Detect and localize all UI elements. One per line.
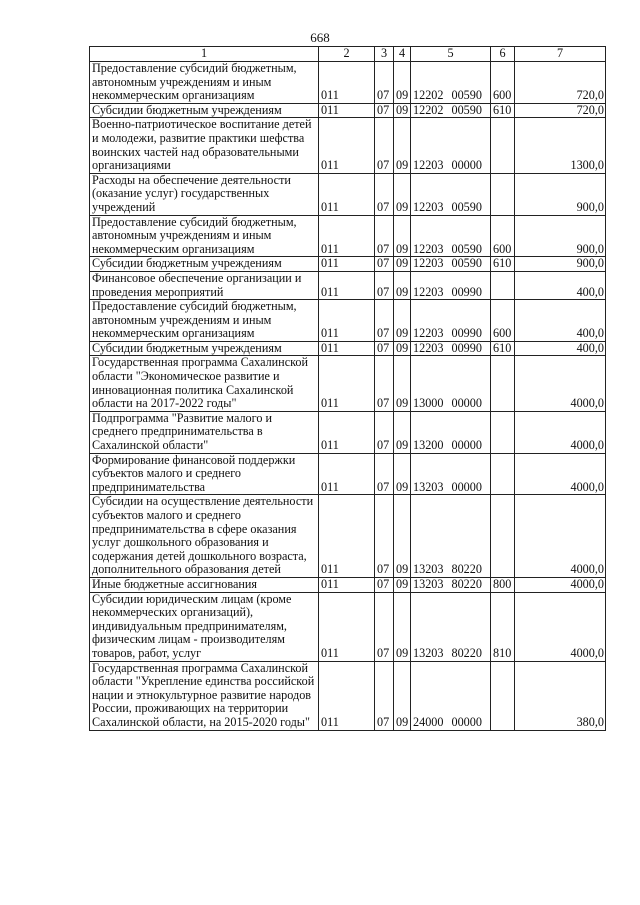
row-amount: 720,0 bbox=[515, 62, 606, 104]
row-amount: 900,0 bbox=[515, 173, 606, 215]
table-row bbox=[90, 577, 606, 592]
row-amount: 400,0 bbox=[515, 341, 606, 356]
target-article-direction: 80220 bbox=[451, 645, 482, 660]
row-target-article bbox=[411, 271, 491, 299]
row-target-article bbox=[411, 118, 491, 173]
row-subsection-code: 09 bbox=[394, 300, 411, 342]
table-row bbox=[90, 356, 606, 411]
target-article-program: 12203 bbox=[413, 284, 444, 299]
row-subsection-code: 09 bbox=[394, 577, 411, 592]
row-section-code: 07 bbox=[375, 495, 394, 578]
row-target-article bbox=[411, 103, 491, 118]
target-article-program: 12202 bbox=[413, 88, 444, 103]
row-amount: 900,0 bbox=[515, 257, 606, 272]
row-expense-type bbox=[491, 271, 515, 299]
row-section-code: 07 bbox=[375, 215, 394, 257]
target-article-program: 12203 bbox=[413, 199, 444, 214]
row-amount: 900,0 bbox=[515, 215, 606, 257]
row-section-code: 07 bbox=[375, 661, 394, 730]
row-amount: 4000,0 bbox=[515, 411, 606, 453]
table-row bbox=[90, 341, 606, 356]
table-row bbox=[90, 271, 606, 299]
row-section-code: 07 bbox=[375, 453, 394, 495]
row-subsection-code: 09 bbox=[394, 661, 411, 730]
target-article-program: 13203 bbox=[413, 562, 444, 577]
row-subsection-code: 09 bbox=[394, 592, 411, 661]
table-row bbox=[90, 411, 606, 453]
row-section-code: 07 bbox=[375, 356, 394, 411]
row-target-article bbox=[411, 173, 491, 215]
target-article-direction: 00590 bbox=[451, 88, 482, 103]
target-article-program: 12203 bbox=[413, 341, 444, 355]
row-amount: 4000,0 bbox=[515, 495, 606, 578]
row-amount: 380,0 bbox=[515, 661, 606, 730]
row-ministry-code: 011 bbox=[319, 118, 375, 173]
row-section-code: 07 bbox=[375, 411, 394, 453]
target-article-direction: 00590 bbox=[451, 241, 482, 256]
target-article-direction: 00990 bbox=[451, 284, 482, 299]
row-section-code: 07 bbox=[375, 592, 394, 661]
target-article-program: 13203 bbox=[413, 645, 444, 660]
row-description: Субсидии на осуществление деятельности субъектов малого и среднего предпринимательства в сфере оказания услуг дошкольного образования и содержания детей дошкольного возраста, дополнительного образования детей bbox=[90, 495, 319, 578]
row-subsection-code: 09 bbox=[394, 118, 411, 173]
row-description: Расходы на обеспечение деятельности (оказание услуг) государственных учреждений bbox=[90, 173, 319, 215]
row-description: Государственная программа Сахалинской области "Укрепление единства российской нации и этнокультурное развитие народов России, проживающих на территории Сахалинской области, на 2015-2020 годы" bbox=[90, 661, 319, 730]
table-row bbox=[90, 118, 606, 173]
row-ministry-code: 011 bbox=[319, 62, 375, 104]
row-expense-type bbox=[491, 411, 515, 453]
header-row bbox=[90, 47, 606, 62]
row-amount: 4000,0 bbox=[515, 453, 606, 495]
row-description: Финансовое обеспечение организации и проведения мероприятий bbox=[90, 271, 319, 299]
table-row bbox=[90, 215, 606, 257]
row-amount: 400,0 bbox=[515, 271, 606, 299]
target-article-direction: 00000 bbox=[451, 714, 482, 729]
row-target-article bbox=[411, 577, 491, 592]
row-ministry-code: 011 bbox=[319, 577, 375, 592]
row-ministry-code: 011 bbox=[319, 257, 375, 272]
row-target-article bbox=[411, 661, 491, 730]
target-article-program: 24000 bbox=[413, 714, 444, 729]
header-cell: 5 bbox=[411, 47, 491, 62]
row-ministry-code: 011 bbox=[319, 215, 375, 257]
row-subsection-code: 09 bbox=[394, 271, 411, 299]
row-ministry-code: 011 bbox=[319, 271, 375, 299]
row-expense-type: 600 bbox=[491, 300, 515, 342]
row-target-article bbox=[411, 341, 491, 356]
row-section-code: 07 bbox=[375, 103, 394, 118]
row-section-code: 07 bbox=[375, 257, 394, 272]
row-ministry-code: 011 bbox=[319, 173, 375, 215]
target-article-program: 12203 bbox=[413, 326, 444, 341]
page-number: 668 bbox=[310, 30, 330, 45]
row-description: Иные бюджетные ассигнования bbox=[90, 577, 319, 592]
header-cell: 3 bbox=[375, 47, 394, 62]
row-expense-type bbox=[491, 118, 515, 173]
row-ministry-code: 011 bbox=[319, 495, 375, 578]
row-expense-type: 610 bbox=[491, 257, 515, 272]
row-subsection-code: 09 bbox=[394, 453, 411, 495]
target-article-program: 13203 bbox=[413, 479, 444, 494]
row-expense-type bbox=[491, 173, 515, 215]
row-amount: 4000,0 bbox=[515, 356, 606, 411]
budget-table bbox=[89, 46, 606, 731]
target-article-direction: 80220 bbox=[451, 577, 482, 591]
row-expense-type bbox=[491, 495, 515, 578]
row-section-code: 07 bbox=[375, 271, 394, 299]
table-row bbox=[90, 300, 606, 342]
row-subsection-code: 09 bbox=[394, 341, 411, 356]
target-article-direction: 00000 bbox=[451, 396, 482, 411]
row-amount: 4000,0 bbox=[515, 592, 606, 661]
row-section-code: 07 bbox=[375, 62, 394, 104]
row-subsection-code: 09 bbox=[394, 103, 411, 118]
row-expense-type: 810 bbox=[491, 592, 515, 661]
row-section-code: 07 bbox=[375, 577, 394, 592]
row-ministry-code: 011 bbox=[319, 661, 375, 730]
table-row bbox=[90, 592, 606, 661]
row-ministry-code: 011 bbox=[319, 300, 375, 342]
row-description: Предоставление субсидий бюджетным, автономным учреждениям и иным некоммерческим организациям bbox=[90, 215, 319, 257]
table-row bbox=[90, 103, 606, 118]
row-section-code: 07 bbox=[375, 300, 394, 342]
row-ministry-code: 011 bbox=[319, 356, 375, 411]
target-article-direction: 00590 bbox=[451, 256, 482, 271]
row-ministry-code: 011 bbox=[319, 453, 375, 495]
row-subsection-code: 09 bbox=[394, 215, 411, 257]
row-expense-type bbox=[491, 661, 515, 730]
table-row bbox=[90, 661, 606, 730]
row-description: Военно-патриотическое воспитание детей и молодежи, развитие практики шефства воинских частей над образовательными организациями bbox=[90, 118, 319, 173]
row-subsection-code: 09 bbox=[394, 173, 411, 215]
target-article-direction: 00990 bbox=[451, 341, 482, 355]
row-amount: 1300,0 bbox=[515, 118, 606, 173]
row-description: Предоставление субсидий бюджетным, автономным учреждениям и иным некоммерческим организациям bbox=[90, 300, 319, 342]
row-target-article bbox=[411, 62, 491, 104]
row-amount: 720,0 bbox=[515, 103, 606, 118]
row-ministry-code: 011 bbox=[319, 103, 375, 118]
row-section-code: 07 bbox=[375, 173, 394, 215]
table-row bbox=[90, 495, 606, 578]
row-description: Формирование финансовой поддержки субъектов малого и среднего предпринимательства bbox=[90, 453, 319, 495]
row-description: Субсидии юридическим лицам (кроме некоммерческих организаций), индивидуальным предпринимателям, физическим лицам - производителям товаров, работ, услуг bbox=[90, 592, 319, 661]
row-target-article bbox=[411, 411, 491, 453]
target-article-direction: 00000 bbox=[451, 438, 482, 453]
row-target-article bbox=[411, 592, 491, 661]
header-cell: 1 bbox=[90, 47, 319, 62]
table-row bbox=[90, 453, 606, 495]
row-ministry-code: 011 bbox=[319, 341, 375, 356]
target-article-direction: 00590 bbox=[451, 103, 482, 117]
table-row bbox=[90, 257, 606, 272]
row-expense-type bbox=[491, 453, 515, 495]
row-section-code: 07 bbox=[375, 341, 394, 356]
target-article-program: 13200 bbox=[413, 438, 444, 453]
row-target-article bbox=[411, 453, 491, 495]
row-target-article bbox=[411, 356, 491, 411]
row-target-article bbox=[411, 300, 491, 342]
row-target-article bbox=[411, 257, 491, 272]
target-article-direction: 00990 bbox=[451, 326, 482, 341]
target-article-direction: 00590 bbox=[451, 199, 482, 214]
row-target-article bbox=[411, 215, 491, 257]
row-expense-type bbox=[491, 356, 515, 411]
row-description: Подпрограмма "Развитие малого и среднего предпринимательства в Сахалинской области" bbox=[90, 411, 319, 453]
row-subsection-code: 09 bbox=[394, 495, 411, 578]
row-target-article bbox=[411, 495, 491, 578]
row-description: Субсидии бюджетным учреждениям bbox=[90, 103, 319, 118]
row-amount: 400,0 bbox=[515, 300, 606, 342]
row-subsection-code: 09 bbox=[394, 62, 411, 104]
target-article-program: 13000 bbox=[413, 396, 444, 411]
row-ministry-code: 011 bbox=[319, 411, 375, 453]
target-article-direction: 00000 bbox=[451, 158, 482, 173]
header-cell: 6 bbox=[491, 47, 515, 62]
row-expense-type: 600 bbox=[491, 215, 515, 257]
table-row bbox=[90, 173, 606, 215]
row-subsection-code: 09 bbox=[394, 356, 411, 411]
row-subsection-code: 09 bbox=[394, 257, 411, 272]
row-description: Государственная программа Сахалинской области "Экономическое развитие и инновационная политика Сахалинской области на 2017-2022 годы" bbox=[90, 356, 319, 411]
row-description: Субсидии бюджетным учреждениям bbox=[90, 341, 319, 356]
row-amount: 4000,0 bbox=[515, 577, 606, 592]
table-row bbox=[90, 62, 606, 104]
row-description: Предоставление субсидий бюджетным, автономным учреждениям и иным некоммерческим организациям bbox=[90, 62, 319, 104]
target-article-program: 12203 bbox=[413, 158, 444, 173]
row-ministry-code: 011 bbox=[319, 592, 375, 661]
target-article-program: 12202 bbox=[413, 103, 444, 117]
row-subsection-code: 09 bbox=[394, 411, 411, 453]
target-article-program: 12203 bbox=[413, 256, 444, 271]
row-expense-type: 610 bbox=[491, 341, 515, 356]
target-article-direction: 00000 bbox=[451, 479, 482, 494]
row-expense-type: 800 bbox=[491, 577, 515, 592]
row-section-code: 07 bbox=[375, 118, 394, 173]
target-article-program: 12203 bbox=[413, 241, 444, 256]
header-cell: 2 bbox=[319, 47, 375, 62]
row-expense-type: 600 bbox=[491, 62, 515, 104]
target-article-direction: 80220 bbox=[451, 562, 482, 577]
header-cell: 4 bbox=[394, 47, 411, 62]
row-description: Субсидии бюджетным учреждениям bbox=[90, 257, 319, 272]
row-expense-type: 610 bbox=[491, 103, 515, 118]
target-article-program: 13203 bbox=[413, 577, 444, 591]
header-cell: 7 bbox=[515, 47, 606, 62]
